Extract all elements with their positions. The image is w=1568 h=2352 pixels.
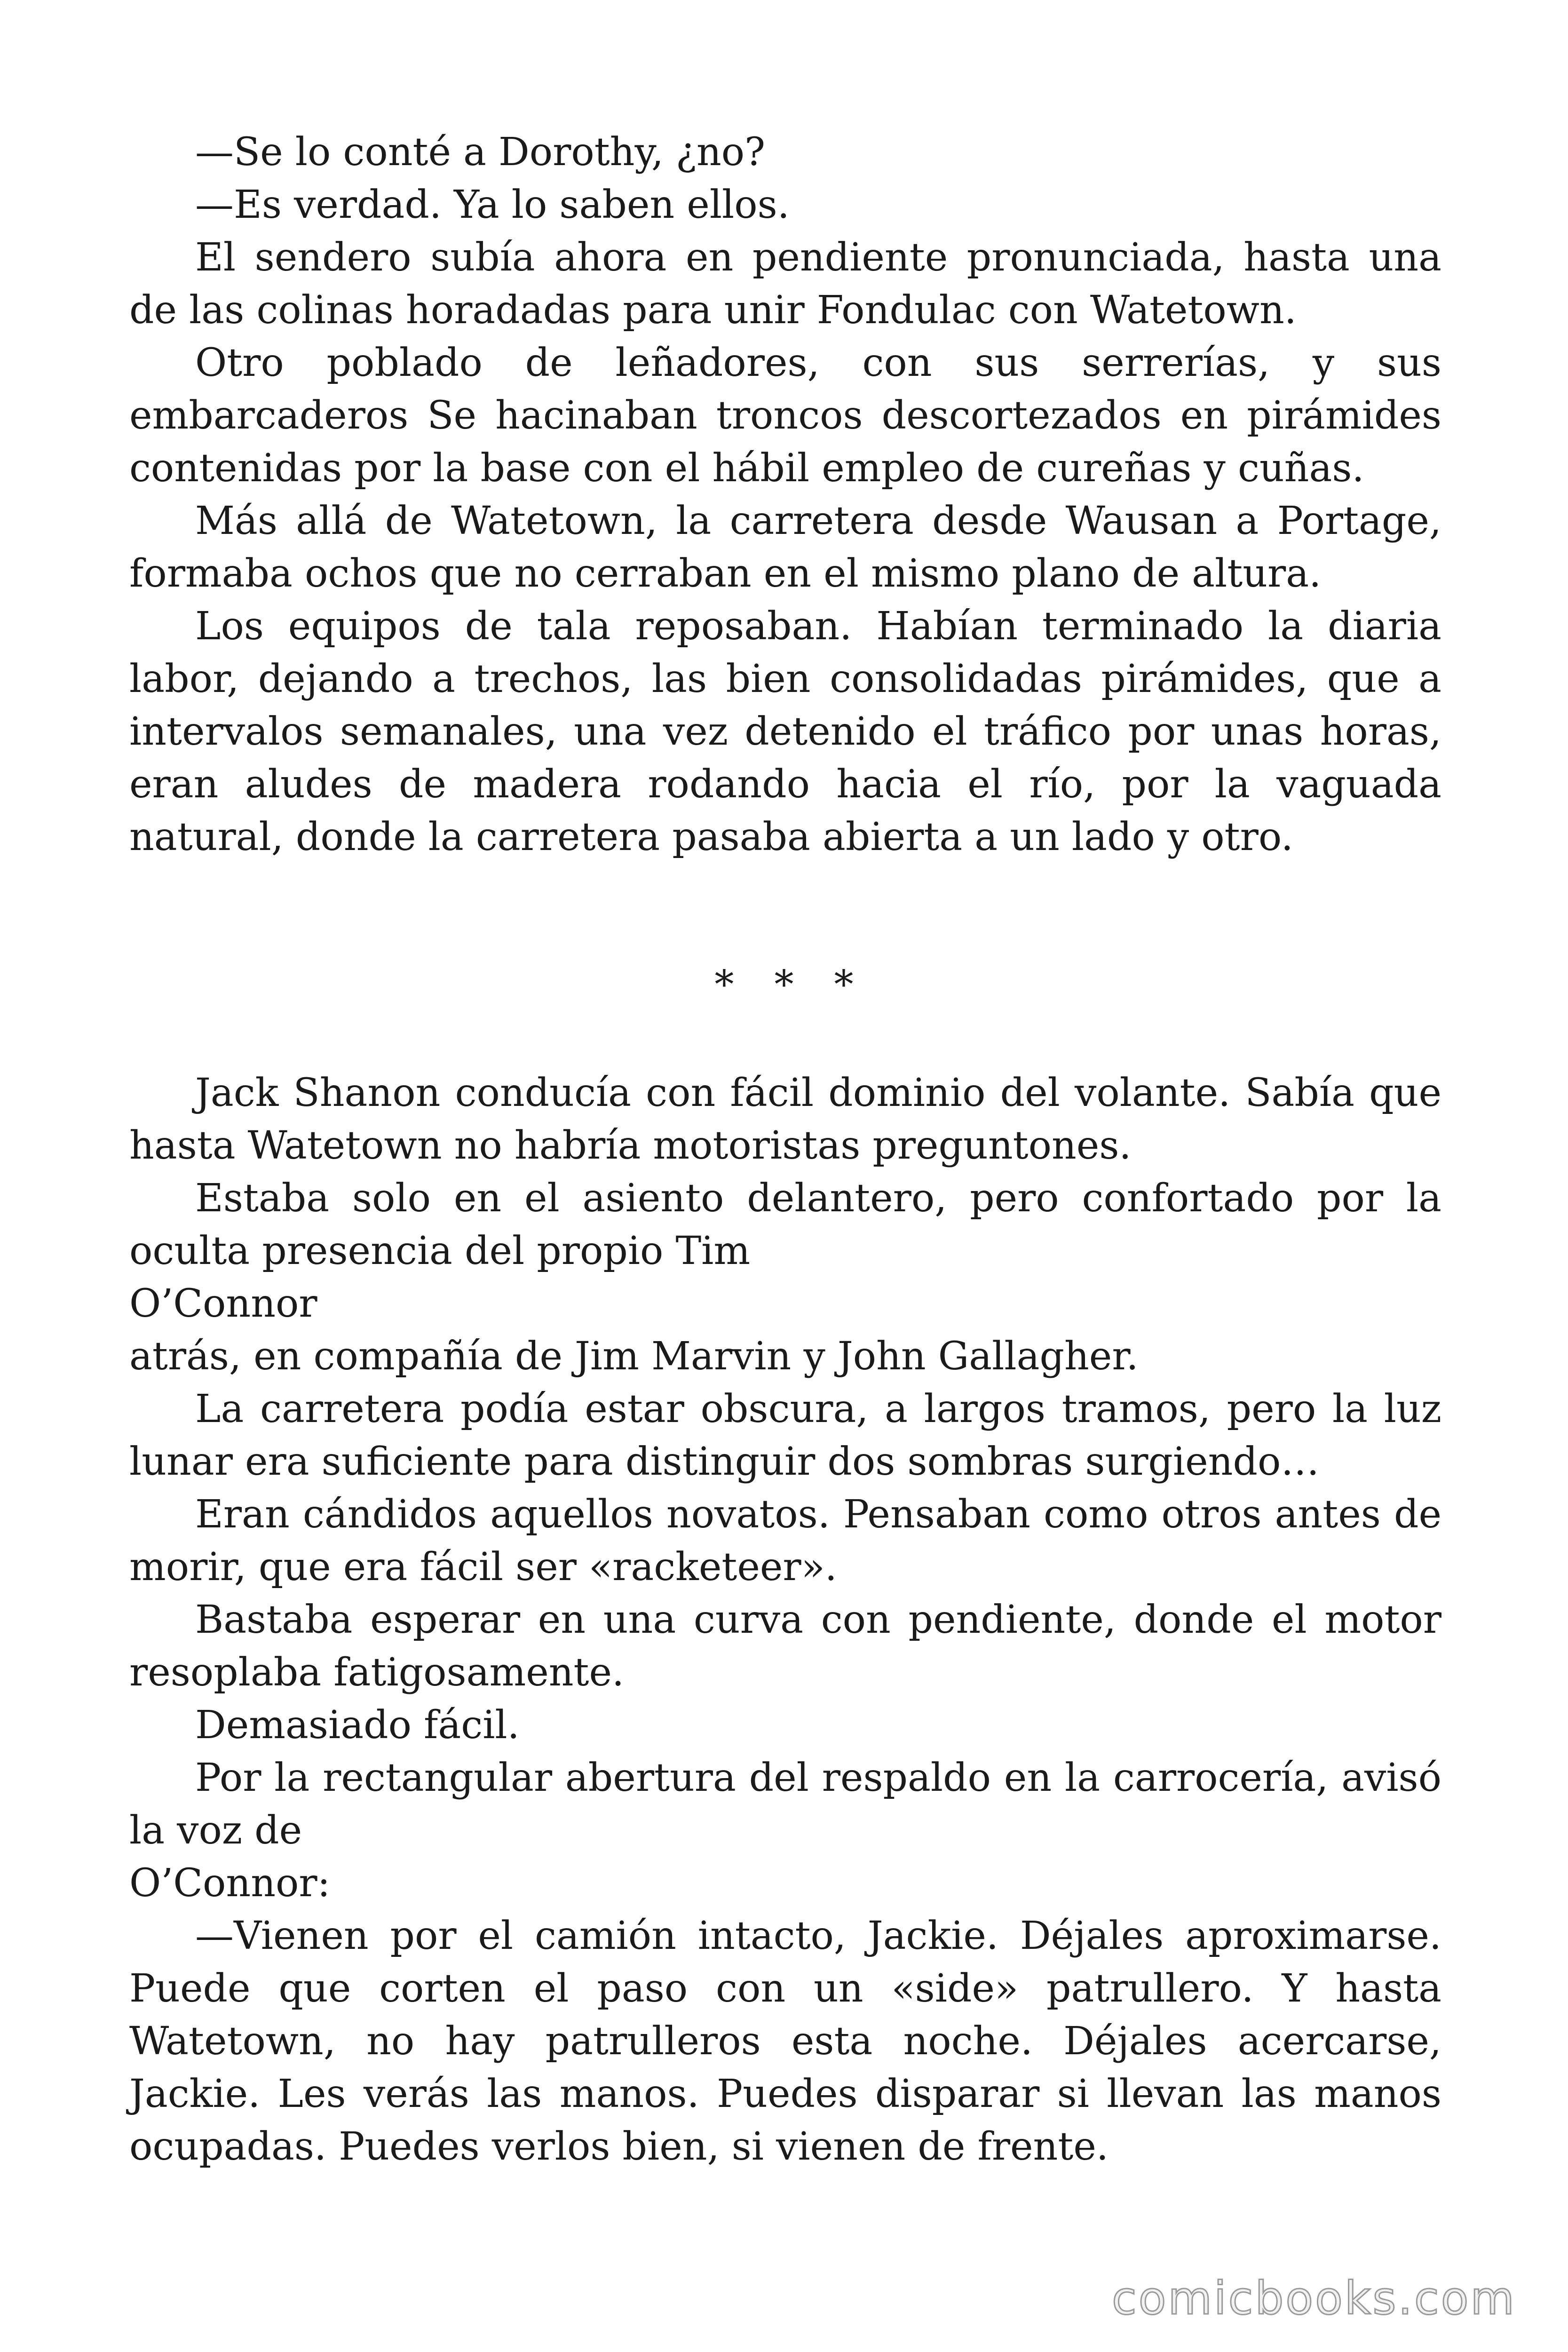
paragraph: Estaba solo en el asiento delantero, pero confortado por la oculta presencia del propio Tim (129, 1176, 1441, 1273)
paragraph: —Vienen por el camión intacto, Jackie. Déjales aproximarse. Puede que corten el paso con un «side» patrullero. Y hasta Watetown, no hay patrulleros esta noche. Déjales acercarse, Jackie. Les verás las manos. Puedes disparar si llevan las manos ocupadas. Puedes verlos bien, si vienen de frente. (129, 1914, 1441, 2169)
text-block-bottom (129, 1067, 1441, 2173)
paragraph: Más allá de Watetown, la carretera desde Wausan a Portage, formaba ochos que no cerraban en el mismo plano de altura. (129, 499, 1441, 596)
paragraph: Eran cándidos aquellos novatos. Pensaban como otros antes de morir, que era fácil ser «racketeer». (129, 1492, 1441, 1589)
paragraph: La carretera podía estar obscura, a largos tramos, pero la luz lunar era suficiente para distinguir dos sombras surgiendo… (129, 1387, 1441, 1484)
paragraph: atrás, en compañía de Jim Marvin y John Gallagher. (129, 1334, 1139, 1379)
text-block-top (129, 126, 1441, 864)
paragraph: —Es verdad. Ya lo saben ellos. (195, 183, 790, 227)
paragraph: El sendero subía ahora en pendiente pronunciada, hasta una de las colinas horadadas para unir Fondulac con Watetown. (129, 235, 1441, 333)
paragraph: Otro poblado de leñadores, con sus serrerías, y sus embarcaderos Se hacinaban troncos descortezados en pirámides contenidas por la base con el hábil empleo de cureñas y cuñas. (129, 341, 1441, 491)
paragraph: Por la rectangular abertura del respaldo en la carrocería, avisó la voz de (129, 1756, 1441, 1853)
paragraph: Los equipos de tala reposaban. Habían terminado la diaria labor, dejando a trechos, las bien consolidadas pirámides, que a intervalos semanales, una vez detenido el tráfico por unas horas, eran aludes de madera rodando hacia el río, por la vaguada natural, donde la carretera pasaba abierta a un lado y otro. (129, 604, 1441, 859)
watermark: comicbooks.com (1111, 2272, 1516, 2325)
paragraph: Jack Shanon conducía con fácil dominio del volante. Sabía que hasta Watetown no habría motoristas preguntones. (129, 1071, 1441, 1168)
paragraph: Bastaba esperar en una curva con pendiente, donde el motor resoplaba fatigosamente. (129, 1597, 1441, 1695)
paragraph: O’Connor: (129, 1861, 331, 1906)
paragraph: —Se lo conté a Dorothy, ¿no? (195, 130, 766, 175)
section-separator: * * * (714, 962, 868, 1007)
paragraph: Demasiado fácil. (195, 1703, 520, 1748)
paragraph: O’Connor (129, 1281, 317, 1326)
